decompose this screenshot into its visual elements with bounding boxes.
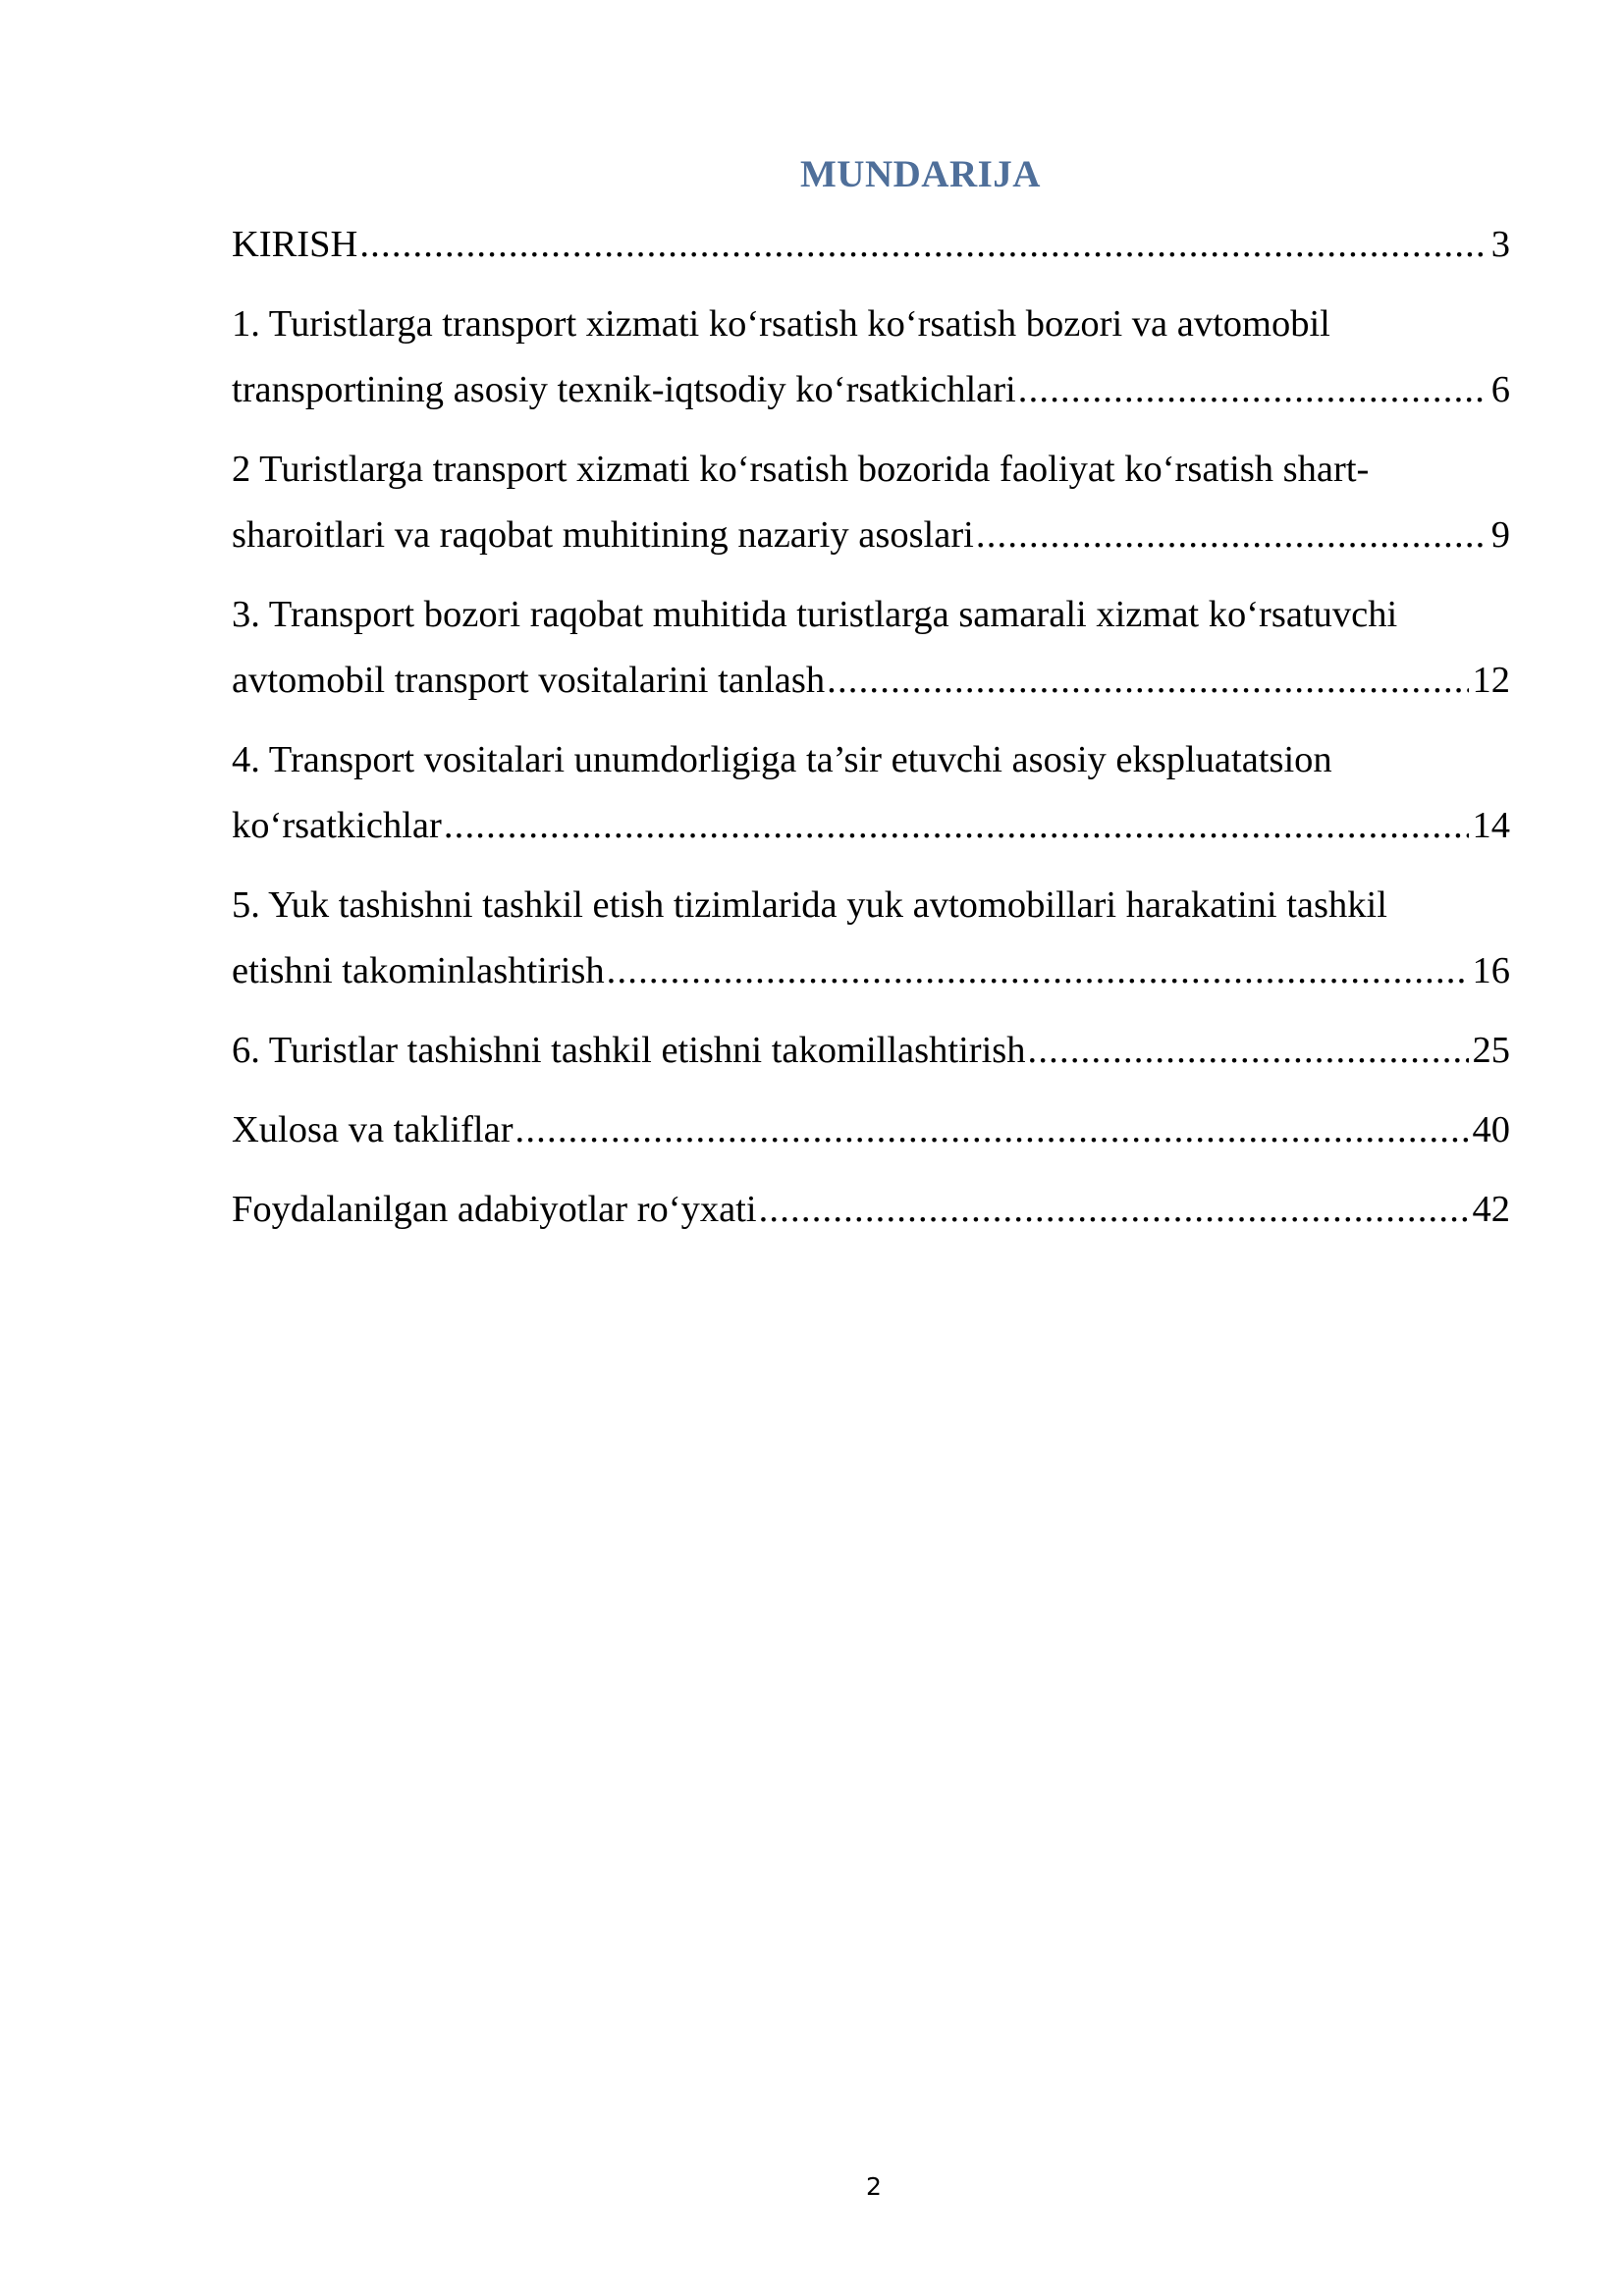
- toc-entry-text: avtomobil transport vositalarini tanlash: [232, 660, 826, 701]
- toc-entry-adabiyotlar[interactable]: [232, 1177, 1510, 1243]
- toc-dot-leader: [607, 938, 1469, 1004]
- toc-entry-page: 3: [1490, 224, 1510, 265]
- toc-entry-page: 40: [1472, 1109, 1510, 1150]
- toc-entry-page: 12: [1472, 660, 1510, 701]
- toc-entry-page: 16: [1472, 950, 1510, 991]
- toc-entry-text: sharoitlari va raqobat muhitining nazariy asoslari: [232, 514, 974, 556]
- toc-entry-page: 42: [1472, 1189, 1510, 1230]
- toc-entry-text: 3. Transport bozori raqobat muhitida turistlarga samarali xizmat ko‘rsatuvchi: [232, 594, 1398, 635]
- toc-entry-4[interactable]: [232, 727, 1510, 859]
- toc-entry-line: [232, 1177, 1510, 1243]
- toc-entry-text: Xulosa va takliflar: [232, 1109, 514, 1150]
- toc-dot-leader: [1028, 1018, 1469, 1084]
- toc-dot-leader: [759, 1177, 1469, 1243]
- toc-entry-text: 6. Turistlar tashishni tashkil etishni takomillashtirish: [232, 1030, 1026, 1071]
- toc-dot-leader: [827, 648, 1468, 714]
- toc-entry-line: [232, 503, 1510, 568]
- toc-entry-kirish[interactable]: [232, 212, 1510, 278]
- table-of-contents: [232, 212, 1510, 1256]
- toc-entry-text: Foydalanilgan adabiyotlar ro‘yxati: [232, 1189, 757, 1230]
- toc-entry-line: [232, 1018, 1510, 1084]
- toc-entry-line: [232, 648, 1510, 714]
- toc-dot-leader: [444, 793, 1469, 859]
- toc-entry-text: 1. Turistlarga transport xizmati ko‘rsatish ko‘rsatish bozori va avtomobil: [232, 303, 1330, 345]
- toc-entry-xulosa[interactable]: [232, 1097, 1510, 1163]
- toc-entry-page: 14: [1472, 805, 1510, 846]
- toc-entry-text: KIRISH: [232, 224, 358, 265]
- toc-dot-leader: [359, 212, 1487, 278]
- toc-entry-2[interactable]: [232, 437, 1510, 568]
- toc-entry-text: etishni takominlashtirish: [232, 950, 605, 991]
- page-number: 2: [866, 2172, 882, 2201]
- toc-title: MUNDARIJA: [800, 153, 1041, 195]
- toc-entry-line: [232, 357, 1510, 423]
- toc-dot-leader: [976, 503, 1488, 568]
- toc-entry-text: 4. Transport vositalari unumdorligiga ta’sir etuvchi asosiy ekspluatatsion: [232, 739, 1332, 780]
- toc-entry-3[interactable]: [232, 582, 1510, 714]
- toc-entry-5[interactable]: [232, 873, 1510, 1004]
- toc-entry-line: [232, 1097, 1510, 1163]
- toc-entry-1[interactable]: [232, 292, 1510, 423]
- toc-entry-text: 5. Yuk tashishni tashkil etish tizimlarida yuk avtomobillari harakatini tashkil: [232, 884, 1387, 926]
- toc-entry-line: [232, 793, 1510, 859]
- toc-entry-6[interactable]: [232, 1018, 1510, 1084]
- toc-entry-page: 6: [1490, 369, 1510, 410]
- toc-entry-text: transportining asosiy texnik-iqtsodiy ko‘rsatkichlari: [232, 369, 1016, 410]
- toc-entry-line: [232, 212, 1510, 278]
- toc-entry-text: ko‘rsatkichlar: [232, 805, 442, 846]
- toc-entry-page: 25: [1472, 1030, 1510, 1071]
- toc-entry-text: 2 Turistlarga transport xizmati ko‘rsatish bozorida faoliyat ko‘rsatish shart-: [232, 449, 1370, 490]
- toc-entry-page: 9: [1490, 514, 1510, 556]
- toc-dot-leader: [515, 1097, 1469, 1163]
- toc-entry-line: [232, 938, 1510, 1004]
- toc-dot-leader: [1018, 357, 1488, 423]
